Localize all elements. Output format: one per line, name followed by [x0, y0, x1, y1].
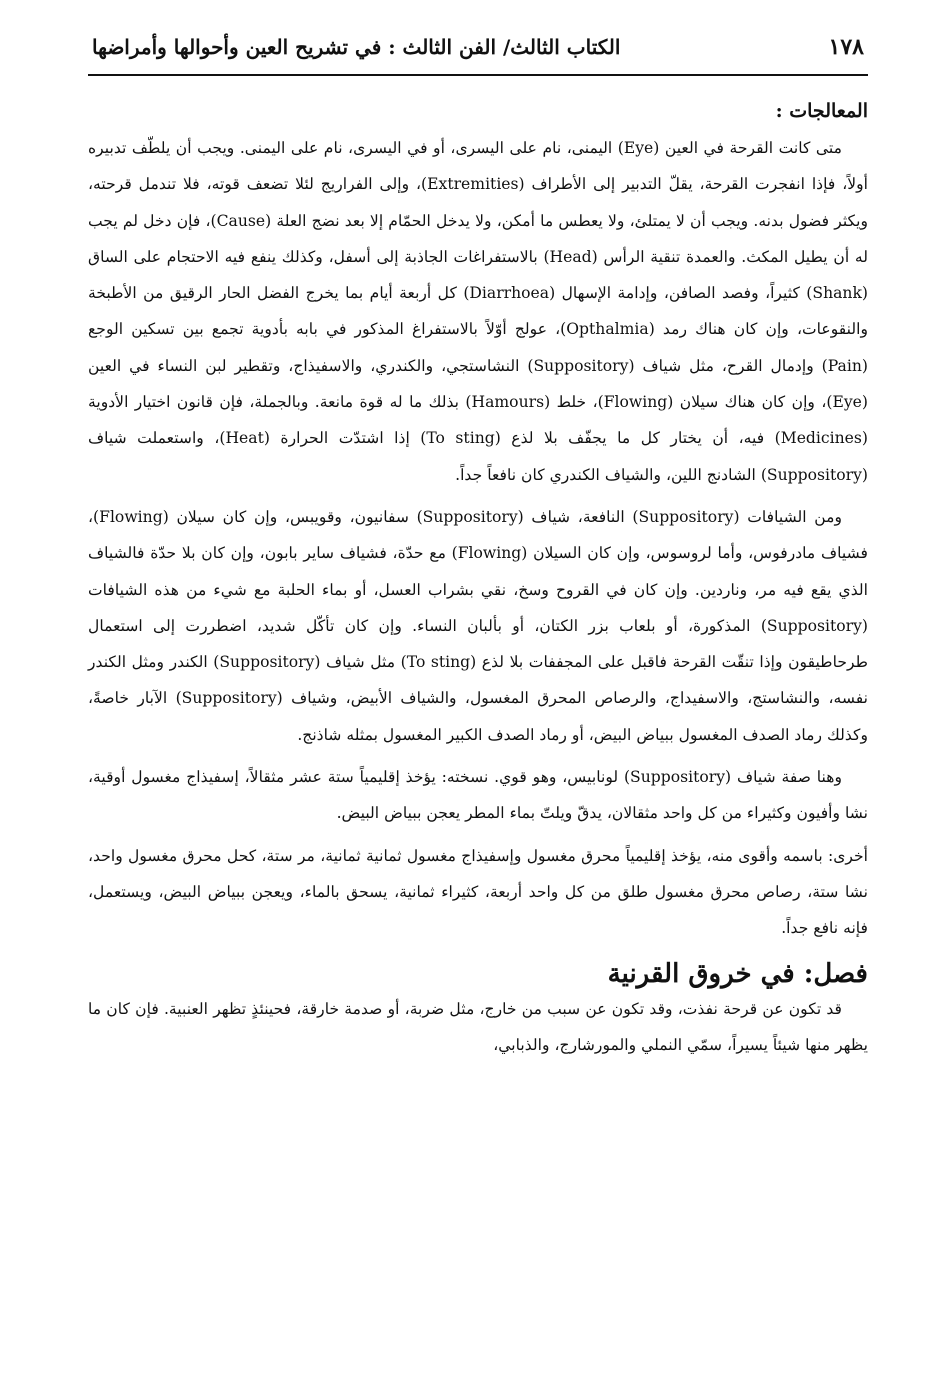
running-head: الكتاب الثالث/ الفن الثالث : في تشريح العين وأحوالها وأمراضها	[92, 35, 621, 59]
section-heading: المعالجات :	[775, 100, 868, 122]
chapter-heading: فصل: في خروق القرنية	[607, 958, 868, 989]
page-number: ١٧٨	[828, 34, 864, 60]
paragraph-recipe-other: أخرى: باسمه وأقوى منه، يؤخذ إقليمياً محرق مغسول وإسفيذاج مغسول ثمانية ثمانية، مر ستة، كحل محرق مغسول واحد، نشا ستة، رصاص محرق مغسول طلق من كل واحد أربعة، كثيراء ثمانية، يسحق بالماء، ويعجن ببياض البيض، ويستعمل، فإنه نافع جداً.	[88, 846, 868, 938]
paragraph-useful-suppositories: ومن الشيافات (Suppository) النافعة، شياف (Suppository) سفانيون، وقويبس، وإن كان سيلان (Flowing)، فشياف مادرفوس، وأما لروسوس، وإن كان السيلان (Flowing) مع حدّة، فشياف ساير بابون، وإن كان بلا حدّة فالشياف الذي يقع فيه مر، وناردين. وإن كان في القروح وسخ، نقي بشراب العسل، أو بماء الحلبة مع شيء من هذه الشيافات (Suppository) المذكورة، أو بلعاب بزر الكتان، أو بألبان النساء. وإن كان تأكّل شديد، اضطررت إلى استعمال طرحاطيقون وإذا تنقّت القرحة فاقبل على المجففات بلا لذع (To sting) مثل شياف (Suppository) الكندر ومثل الكندر نفسه، والنشاستج، والاسفيداج، والرصاص المحرق المغسول، والشياف الأبيض، وشياف (Suppository) الآبار خاصةً، وكذلك رماد الصدف المغسول ببياض البيض، أو رماد الصدف الكبير المغسول بمثله شاذنج.	[88, 507, 868, 744]
book-page	[88, 34, 868, 1063]
paragraph-treatments: متى كانت القرحة في العين (Eye) اليمنى، نام على اليسرى، أو في اليسرى، نام على اليمنى. ويجب أن يلطّف تدبيره أولاً، فإذا انفجرت القرحة، يقلّ التدبير إلى الأطراف (Extremities)، وإلى الفراريج لئلا تضعف قوته، فلا تندمل قرحته، ويكثر فضول بدنه. ويجب أن لا يمتلئ، ولا يعطس ما أمكن، ولا يدخل الحمّام إلا بعد نضج العلة (Cause)، فإن دخل لم يجب له أن يطيل المكث. والعمدة تنقية الرأس (Head) بالاستفراغات الجاذبة إلى أسفل، وكذلك ينفع فيه الاحتجام على الساق (Shank) كثيراً، وفصد الصافن، وإدامة الإسهال (Diarrhoea) كل أربعة أيام بما يخرج الفضل الحار الرقيق من الأطبخة والنقوعات، وإن كان هناك رمد (Opthalmia)، عولج أوّلاً بالاستفراغ المذكور في بابه بأدوية تجمع بين تسكين الوجع (Pain) وإدمال القرح، مثل شياف (Suppository) النشاستجي، والكندري، والاسفيذاج، وتقطير لبن النساء في العين (Eye)، وإن كان هناك سيلان (Flowing)، خلط (Hamours) بذلك ما له قوة مانعة. وبالجملة، فإن قانون اختيار الأدوية (Medicines) فيه، أن يختار كل ما يجفّف بلا لذع (To sting) إذا اشتدّت الحرارة (Heat)، واستعملت شياف (Suppository) الشادنج اللين، والشياف الكندري كان نافعاً جداً.	[88, 139, 869, 484]
page-header	[88, 34, 868, 76]
paragraph-cornea-perforation: قد تكون عن قرحة نفذت، وقد تكون عن سبب من خارج، مثل ضربة، أو صدمة خارقة، فحينئذٍ تظهر العنبية. فإن كان ما يظهر منها شيئاً يسيراً، سمّي النملي والمورشارج، والذبابي،	[88, 999, 868, 1054]
paragraph-recipe-lunabis: وهنا صفة شياف (Suppository) لونابيس، وهو قوي. نسخته: يؤخذ إقليمياً ستة عشر مثقالاً، إسفيذاج مغسول أوقية، نشا وأفيون وكثيراء من كل واحد مثقالان، يدقّ ويلتّ بماء المطر يعجن ببياض البيض.	[88, 768, 868, 823]
